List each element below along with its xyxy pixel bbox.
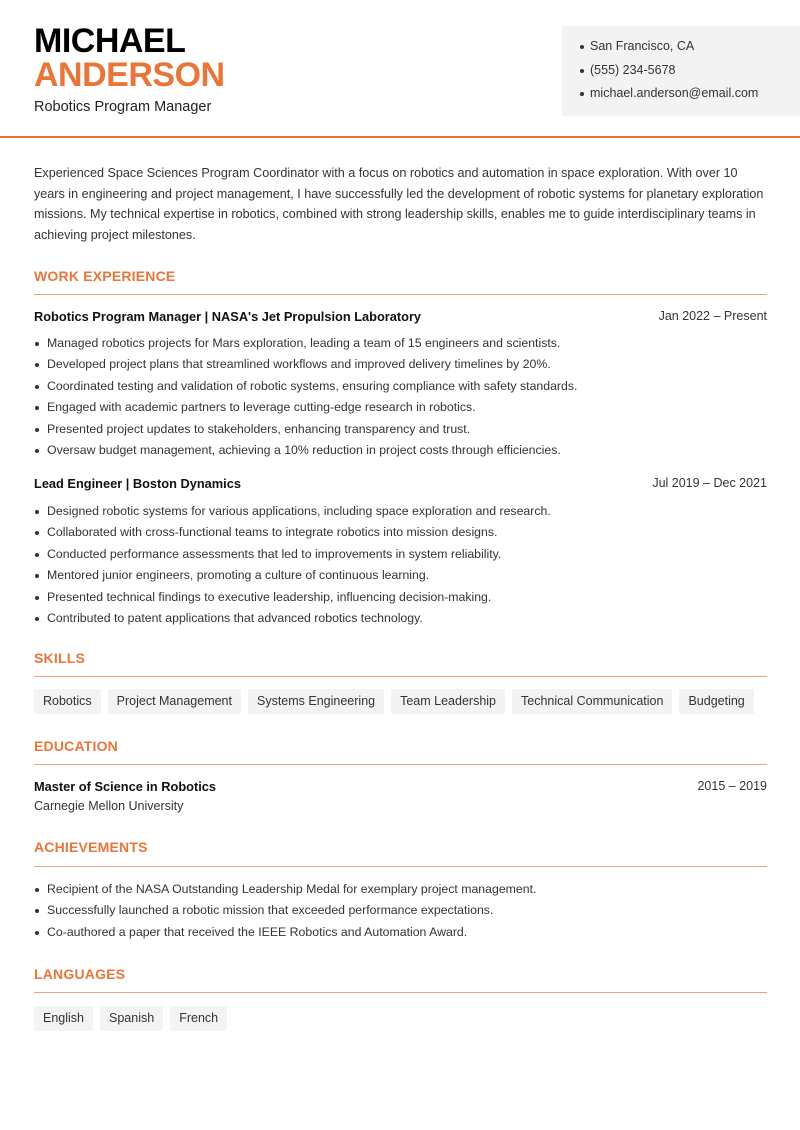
education-years: 2015 – 2019 <box>697 779 767 793</box>
section-divider <box>34 676 767 677</box>
school: Carnegie Mellon University <box>34 799 184 813</box>
list-item: Collaborated with cross-functional teams to integrate robotics into mission designs. <box>34 524 767 545</box>
list-item: Contributed to patent applications that advanced robotics technology. <box>34 610 767 631</box>
skill-tag: Systems Engineering <box>248 689 384 714</box>
job-role: Lead Engineer | Boston Dynamics <box>34 476 241 491</box>
achievements-list <box>34 881 767 945</box>
job-header <box>34 476 767 494</box>
list-item: Mentored junior engineers, promoting a culture of continuous learning. <box>34 567 767 588</box>
contact-email: michael.anderson@email.com <box>580 85 758 109</box>
skills-tags <box>34 689 754 714</box>
section-divider <box>34 294 767 295</box>
resume-header <box>0 0 800 138</box>
job-bullets <box>34 335 767 463</box>
last-name: ANDERSON <box>34 56 225 94</box>
skill-tag: Robotics <box>34 689 101 714</box>
contact-phone: (555) 234-5678 <box>580 62 758 86</box>
skill-tag: Budgeting <box>679 689 753 714</box>
contact-list <box>580 38 758 109</box>
languages-heading: LANGUAGES <box>34 966 126 982</box>
skill-tag: Team Leadership <box>391 689 505 714</box>
achievements-heading: ACHIEVEMENTS <box>34 839 148 855</box>
job-title: Robotics Program Manager <box>34 99 212 115</box>
language-tag: English <box>34 1006 93 1031</box>
job-role: Robotics Program Manager | NASA's Jet Propulsion Laboratory <box>34 309 422 324</box>
job-dates: Jan 2022 – Present <box>658 309 767 323</box>
degree: Master of Science in Robotics <box>34 779 217 794</box>
language-tag: French <box>170 1006 227 1031</box>
job-bullets <box>34 503 767 631</box>
skills-heading: SKILLS <box>34 650 85 666</box>
work-experience-heading: WORK EXPERIENCE <box>34 268 176 284</box>
section-divider <box>34 992 767 993</box>
language-tag: Spanish <box>100 1006 163 1031</box>
job-dates: Jul 2019 – Dec 2021 <box>652 476 767 490</box>
section-divider <box>34 866 767 867</box>
list-item: Presented technical findings to executive leadership, influencing decision-making. <box>34 589 767 610</box>
list-item: Coordinated testing and validation of robotic systems, ensuring compliance with safety standards. <box>34 378 767 399</box>
contact-location: San Francisco, CA <box>580 38 758 62</box>
education-header <box>34 779 767 797</box>
section-divider <box>34 764 767 765</box>
skill-tag: Project Management <box>108 689 241 714</box>
list-item: Recipient of the NASA Outstanding Leadership Medal for exemplary project management. <box>34 881 767 902</box>
list-item: Presented project updates to stakeholders, enhancing transparency and trust. <box>34 421 767 442</box>
list-item: Successfully launched a robotic mission that exceeded performance expectations. <box>34 902 767 923</box>
education-heading: EDUCATION <box>34 738 118 754</box>
skill-tag: Technical Communication <box>512 689 672 714</box>
list-item: Co-authored a paper that received the IEEE Robotics and Automation Award. <box>34 924 767 945</box>
language-tags <box>34 1006 227 1031</box>
job-header <box>34 309 767 327</box>
list-item: Managed robotics projects for Mars exploration, leading a team of 15 engineers and scientists. <box>34 335 767 356</box>
list-item: Developed project plans that streamlined workflows and improved delivery timelines by 20%. <box>34 356 767 377</box>
summary-text: Experienced Space Sciences Program Coordinator with a focus on robotics and automation in space exploration. With over 10 years in engineering and project management, I have successfully led the development of robotic systems for planetary exploration missions. My technical expertise in robotics, combined with strong leadership skills, enables me to guide interdisciplinary teams in achieving project milestones. <box>34 166 764 242</box>
list-item: Conducted performance assessments that led to improvements in system reliability. <box>34 546 767 567</box>
contact-box <box>562 26 800 116</box>
list-item: Engaged with academic partners to leverage cutting-edge research in robotics. <box>34 399 767 420</box>
list-item: Oversaw budget management, achieving a 10% reduction in project costs through efficiencies. <box>34 442 767 463</box>
first-name: MICHAEL <box>34 22 186 60</box>
list-item: Designed robotic systems for various applications, including space exploration and research. <box>34 503 767 524</box>
